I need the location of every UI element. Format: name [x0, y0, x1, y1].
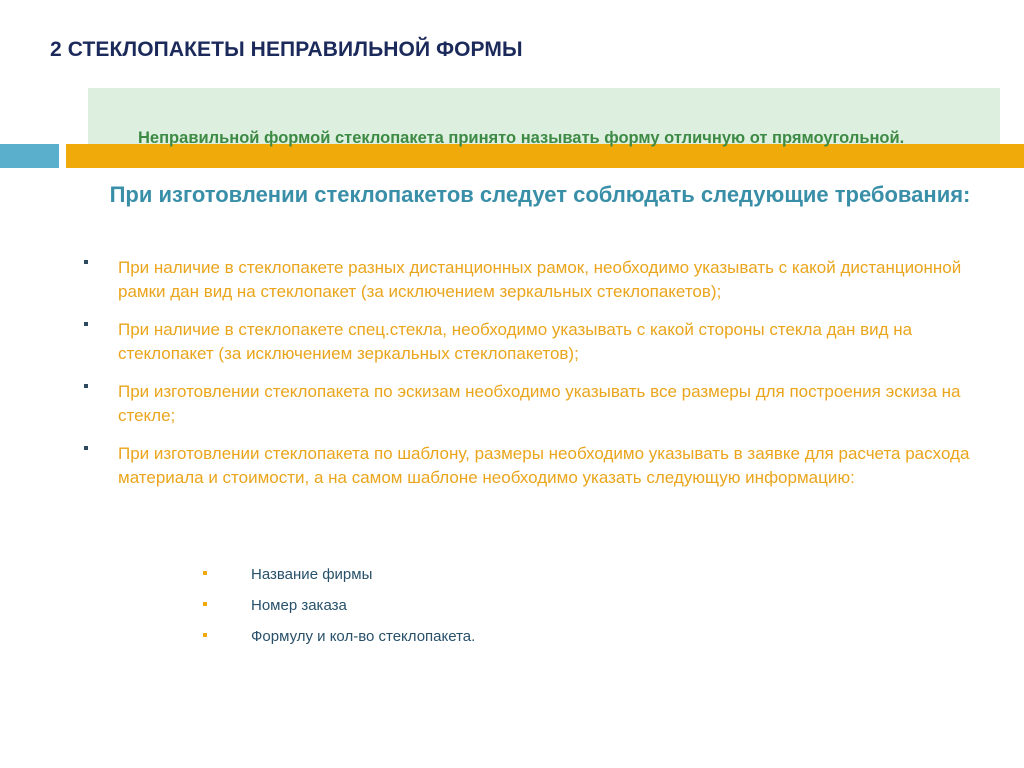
template-info-item [200, 565, 800, 585]
square-bullet-icon [84, 260, 88, 264]
square-bullet-icon [203, 571, 207, 575]
template-info-list [200, 565, 800, 658]
definition-text: Неправильной формой стеклопакета принято называть форму отличную от прямоугольной. [138, 129, 905, 147]
template-info-text: Название фирмы [251, 566, 373, 583]
accent-bar-blue [0, 144, 59, 168]
square-bullet-icon [84, 446, 88, 450]
slide-title: 2 СТЕКЛОПАКЕТЫ НЕПРАВИЛЬНОЙ ФОРМЫ [50, 38, 523, 61]
square-bullet-icon [203, 602, 207, 606]
requirement-item [80, 442, 980, 490]
requirement-item [80, 380, 980, 428]
square-bullet-icon [84, 384, 88, 388]
template-info-item [200, 596, 800, 616]
requirement-item [80, 256, 980, 304]
template-info-text: Номер заказа [251, 597, 347, 614]
square-bullet-icon [84, 322, 88, 326]
template-info-item [200, 627, 800, 647]
template-info-text: Формулу и кол-во стеклопакета. [251, 628, 476, 645]
requirement-text: При изготовлении стеклопакета по шаблону, размеры необходимо указывать в заявке для расчета расхода материала и стоимости, а на самом шаблоне необходимо указать следующую информацию: [118, 444, 970, 487]
square-bullet-icon [203, 633, 207, 637]
requirement-text: При наличие в стеклопакете спец.стекла, необходимо указывать с какой стороны стекла дан вид на стеклопакет (за исключением зеркальных стеклопакетов); [118, 320, 913, 363]
requirement-text: При наличие в стеклопакете разных дистанционных рамок, необходимо указывать с какой дистанционной рамки дан вид на стеклопакет (за исключением зеркальных стеклопакетов); [118, 258, 962, 301]
requirement-text: При изготовлении стеклопакета по эскизам необходимо указывать все размеры для построения эскиза на стекле; [118, 382, 961, 425]
requirements-list [80, 256, 980, 504]
requirements-heading: При изготовлении стеклопакетов следует соблюдать следующие требования: [109, 182, 971, 207]
requirement-item [80, 318, 980, 366]
